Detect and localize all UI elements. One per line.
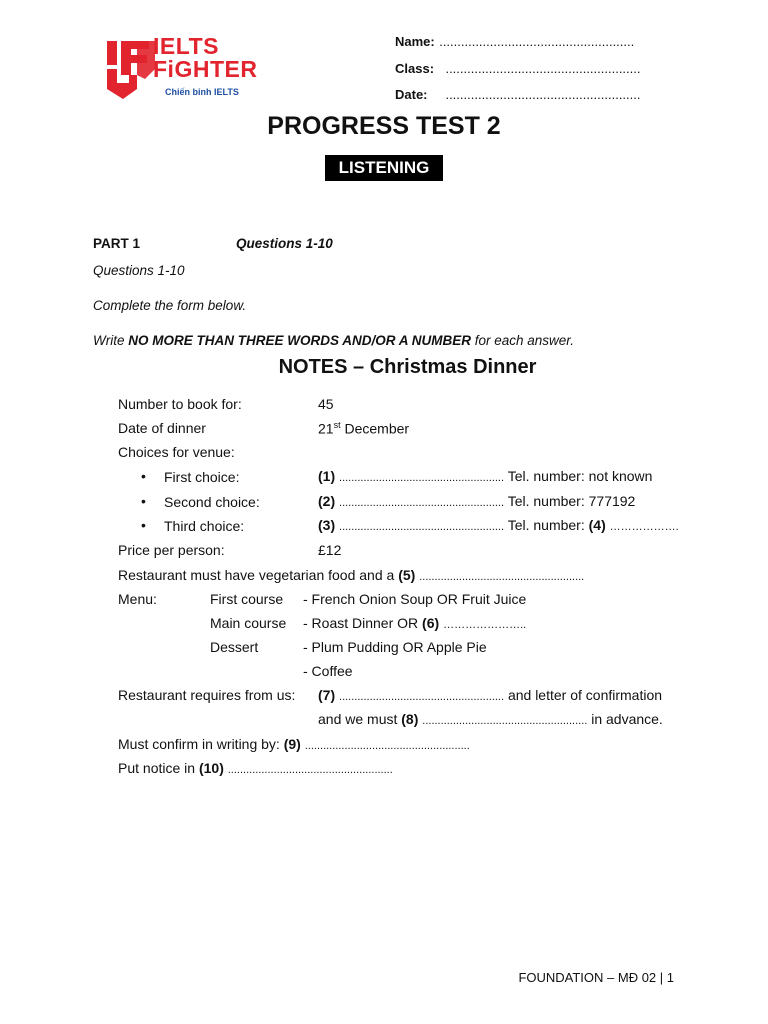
third-choice-answer <box>318 517 679 533</box>
first-course-label: First course <box>210 591 284 607</box>
notice-label: Put notice in <box>118 760 196 776</box>
write-bold: NO MORE THAN THREE WORDS AND/OR A NUMBER <box>128 333 471 348</box>
dessert-label: Dessert <box>210 639 259 655</box>
q2-blank: ...................................................... <box>339 497 505 509</box>
section-badge: LISTENING <box>325 155 443 181</box>
confirm-line <box>118 736 470 752</box>
q9-blank: ...................................................... <box>304 740 470 752</box>
date-sup: st <box>333 420 341 430</box>
first-course-value: - French Onion Soup OR Fruit Juice <box>303 591 527 607</box>
q9-number: (9) <box>283 736 301 752</box>
class-dots: ...................................................... <box>445 61 641 76</box>
logo-text-ielts: IELTS <box>153 33 219 59</box>
q7-blank: ...................................................... <box>339 691 505 703</box>
q6-number: (6) <box>422 615 440 631</box>
class-label: Class: <box>395 61 435 76</box>
coffee-value: - Coffee <box>303 663 353 679</box>
notes-title: NOTES – Christmas Dinner <box>278 356 537 378</box>
q10-blank: ...................................................... <box>227 764 393 776</box>
part-label: PART 1 <box>93 236 141 251</box>
date-day: 21 <box>318 420 334 437</box>
in-advance: in advance. <box>591 711 663 727</box>
instructions-complete: Complete the form below. <box>93 298 247 313</box>
part-questions: Questions 1-10 <box>236 236 333 251</box>
bullet-icon: • <box>141 468 146 484</box>
second-choice-label: Second choice: <box>164 494 260 510</box>
main-course-text: - Roast Dinner OR <box>303 615 419 631</box>
tel1: Tel. number: not known <box>507 468 653 484</box>
tel3: Tel. number: <box>507 517 585 533</box>
q10-number: (10) <box>198 760 224 776</box>
q4-blank: ………………. <box>609 521 679 533</box>
veg-text: Restaurant must have vegetarian food and a <box>118 567 395 583</box>
confirm-label: Must confirm in writing by: <box>118 736 280 752</box>
q1-number: (1) <box>318 468 336 484</box>
q8-number: (8) <box>401 711 419 727</box>
requires-label: Restaurant requires from us: <box>118 687 296 703</box>
price-label: Price per person: <box>118 542 225 558</box>
date-dinner-label: Date of dinner <box>118 420 206 436</box>
notice-line <box>118 760 393 776</box>
date-field <box>395 86 641 104</box>
venue-label: Choices for venue: <box>118 444 235 460</box>
date-dots: ...................................................... <box>445 87 641 102</box>
bullet-icon: • <box>141 517 146 533</box>
class-field <box>395 60 641 78</box>
logo-text-fighter: FiGHTER <box>153 56 258 82</box>
instructions-questions: Questions 1-10 <box>93 263 185 278</box>
q6-blank: ………………….. <box>443 619 527 631</box>
q4-number: (4) <box>588 517 606 533</box>
first-choice-answer <box>318 468 652 484</box>
menu-label: Menu: <box>118 591 157 607</box>
we-must-text: and we must <box>318 711 398 727</box>
name-field <box>395 33 634 51</box>
we-must-line <box>318 711 663 727</box>
dessert-value: - Plum Pudding OR Apple Pie <box>303 639 487 655</box>
number-value: 45 <box>318 396 334 412</box>
page-title: PROGRESS TEST 2 <box>267 112 501 140</box>
q3-number: (3) <box>318 517 336 533</box>
q8-blank: ...................................................... <box>422 715 588 727</box>
logo <box>93 33 293 103</box>
q5-blank: ...................................................... <box>419 571 585 583</box>
date-month: December <box>340 420 410 437</box>
instructions-write <box>93 333 574 348</box>
requires-answer <box>318 687 662 703</box>
write-prefix: Write <box>93 333 129 348</box>
requires-suffix: and letter of confirmation <box>507 687 663 703</box>
q7-number: (7) <box>318 687 336 703</box>
q2-number: (2) <box>318 493 336 509</box>
main-course-value <box>303 615 526 631</box>
q1-blank: ...................................................... <box>339 472 505 484</box>
third-choice-label: Third choice: <box>164 518 245 534</box>
bullet-icon: • <box>141 493 146 509</box>
name-label: Name: <box>395 34 435 49</box>
vegetarian-line <box>118 567 584 583</box>
q5-number: (5) <box>398 567 416 583</box>
date-dinner-value <box>318 420 409 437</box>
main-course-label: Main course <box>210 615 287 631</box>
tel2: Tel. number: 777192 <box>507 493 636 509</box>
first-choice-label: First choice: <box>164 469 240 485</box>
name-dots: ...................................................... <box>439 34 635 49</box>
second-choice-answer <box>318 493 635 509</box>
logo-tagline: Chiến binh IELTS <box>165 87 239 97</box>
page-footer: FOUNDATION – MĐ 02 | 1 <box>518 970 674 985</box>
price-value: £12 <box>318 542 342 558</box>
q3-blank: ...................................................... <box>339 521 505 533</box>
number-label: Number to book for: <box>118 396 242 412</box>
date-label: Date: <box>395 87 428 102</box>
write-suffix: for each answer. <box>471 333 575 348</box>
